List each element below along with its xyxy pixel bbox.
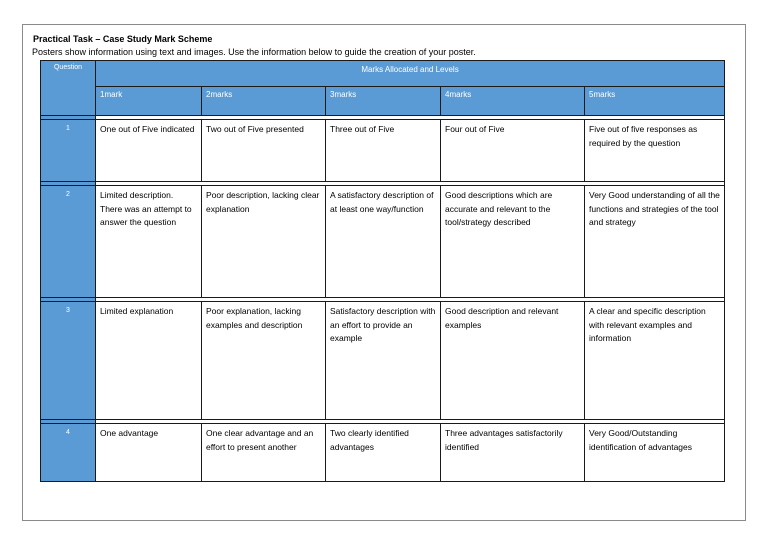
table-cell: Three out of Five bbox=[326, 120, 441, 182]
table-row bbox=[41, 302, 725, 420]
table-cell: A clear and specific description with relevant examples and information bbox=[585, 302, 725, 420]
table-cell: Two clearly identified advantages bbox=[326, 424, 441, 482]
header-row-marks bbox=[41, 61, 725, 87]
question-number: 4 bbox=[41, 424, 96, 482]
mark-scheme-table bbox=[40, 60, 725, 482]
marks-allocated-header: Marks Allocated and Levels bbox=[96, 61, 725, 87]
level-header-3: 3marks bbox=[326, 87, 441, 116]
document-intro: Posters show information using text and images. Use the information below to guide the creation of your poster. bbox=[32, 47, 476, 57]
table-cell: Poor explanation, lacking examples and description bbox=[202, 302, 326, 420]
table-cell: Three advantages satisfactorily identified bbox=[441, 424, 585, 482]
table-cell: One clear advantage and an effort to present another bbox=[202, 424, 326, 482]
table-cell: Two out of Five presented bbox=[202, 120, 326, 182]
table-cell: Five out of five responses as required by the question bbox=[585, 120, 725, 182]
level-header-2: 2marks bbox=[202, 87, 326, 116]
table-cell: Poor description, lacking clear explanation bbox=[202, 186, 326, 298]
table-cell: Satisfactory description with an effort to provide an example bbox=[326, 302, 441, 420]
level-header-1: 1mark bbox=[96, 87, 202, 116]
table-row bbox=[41, 424, 725, 482]
table-cell: Good description and relevant examples bbox=[441, 302, 585, 420]
question-number: 3 bbox=[41, 302, 96, 420]
table-cell: Four out of Five bbox=[441, 120, 585, 182]
question-column-header: Question bbox=[41, 61, 96, 116]
document-title: Practical Task – Case Study Mark Scheme bbox=[33, 34, 213, 44]
table-cell: Very Good understanding of all the functions and strategies of the tool and strategy bbox=[585, 186, 725, 298]
table-cell: Limited explanation bbox=[96, 302, 202, 420]
table-cell: One out of Five indicated bbox=[96, 120, 202, 182]
table-cell: A satisfactory description of at least one way/function bbox=[326, 186, 441, 298]
table-row bbox=[41, 186, 725, 298]
question-number: 1 bbox=[41, 120, 96, 182]
level-header-4: 4marks bbox=[441, 87, 585, 116]
table-cell: One advantage bbox=[96, 424, 202, 482]
table-cell: Limited description. There was an attempt to answer the question bbox=[96, 186, 202, 298]
header-row-levels bbox=[41, 87, 725, 116]
table-cell: Very Good/Outstanding identification of advantages bbox=[585, 424, 725, 482]
table-cell: Good descriptions which are accurate and relevant to the tool/strategy described bbox=[441, 186, 585, 298]
question-number: 2 bbox=[41, 186, 96, 298]
table-row bbox=[41, 120, 725, 182]
level-header-5: 5marks bbox=[585, 87, 725, 116]
